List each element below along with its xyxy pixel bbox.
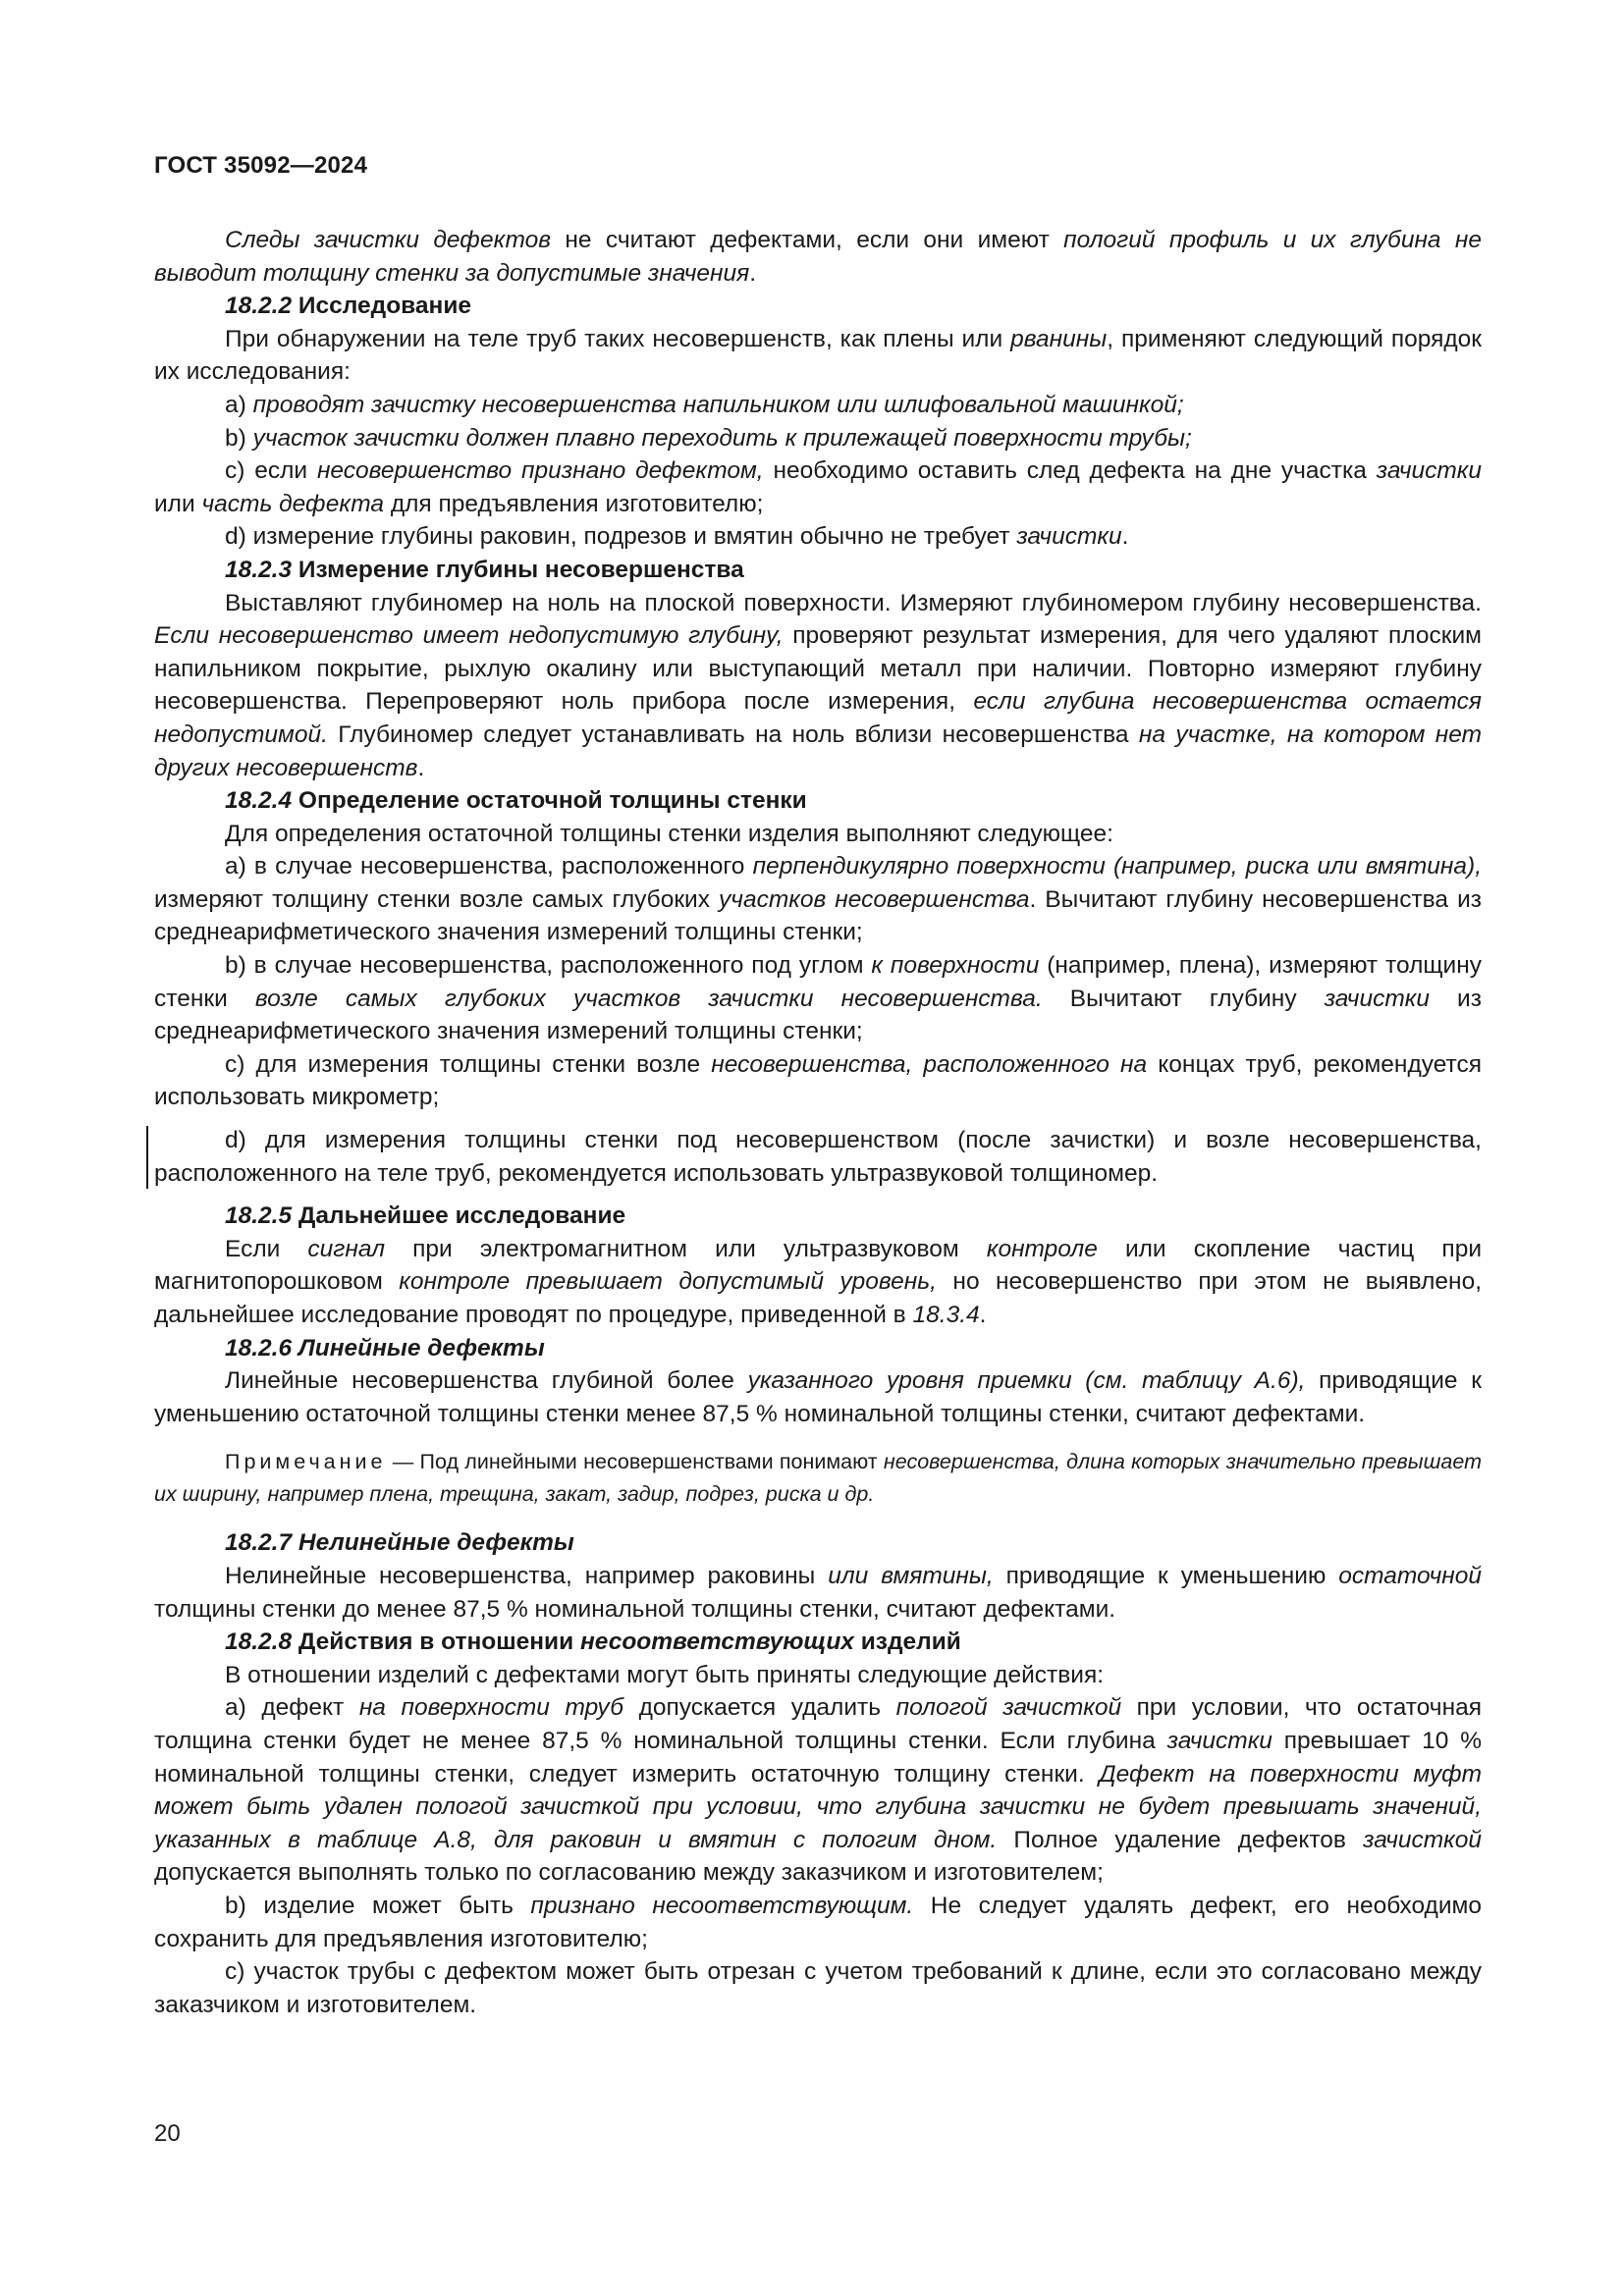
section-heading-18-2-8: 18.2.8 Действия в отношении несоответствующих изделий	[225, 1629, 961, 1656]
list-item: b) участок зачистки должен плавно переходить к прилежащей поверхности трубы;	[225, 424, 1192, 452]
changed-paragraph	[154, 1124, 1482, 1190]
note: Примечание — Под линейными несовершенствами понимают несовершенства, длина которых значительно превышает их ширину, например плена, трещина, закат, задир, подрез, риска и др.	[154, 1450, 1483, 1507]
section-heading-18-2-6: 18.2.6 Линейные дефекты	[225, 1334, 545, 1362]
section-heading-18-2-2: 18.2.2 Исследование	[225, 293, 472, 320]
section-heading-18-2-7: 18.2.7 Нелинейные дефекты	[225, 1529, 574, 1557]
list-item: c) для измерения толщины стенки возле несовершенства, расположенного на концах труб, рекомендуется использовать микрометр;	[154, 1050, 1482, 1111]
list-item: c) участок трубы с дефектом может быть отрезан с учетом требований к длине, если это согласовано между заказчиком и изготовителем.	[154, 1958, 1482, 2018]
list-item: b) изделие может быть признано несоответствующим. Не следует удалять дефект, его необходимо сохранить для предъявления изготовителю;	[154, 1892, 1482, 1952]
paragraph: Выставляют глубиномер на ноль на плоской поверхности. Измеряют глубиномером глубину несовершенства. Если несовершенство имеет недопустимую глубину, проверяют результат измерения, для чего удаляют плоским напильником покрытие, рыхлую окалину или выступающий металл при наличии. Повторно измеряют глубину несовершенства. Перепроверяют ноль прибора после измерения, если глубина несовершенства остается недопустимой. Глубиномер следует устанавливать на ноль вблизи несовершенства на участке, на котором нет других несовершенств.	[154, 589, 1482, 781]
list-item: b) в случае несовершенства, расположенного под углом к поверхности (например, плена), измеряют толщину стенки возле самых глубоких участков зачистки несовершенства. Вычитают глубину зачистки из среднеарифметического значения измерений толщины стенки;	[154, 952, 1482, 1045]
paragraph: Если сигнал при электромагнитном или ультразвуковом контроле или скопление частиц при магнитопорошковом контроле превышает допустимый уровень, но несовершенство при этом не выявлено, дальнейшее исследование проводят по процедуре, приведенной в 18.3.4.	[154, 1235, 1483, 1328]
list-item: а) дефект на поверхности труб допускается удалить пологой зачисткой при условии, что остаточная толщина стенки будет не менее 87,5 % номинальной толщины стенки. Если глубина зачистки превышает 10 % номинальной толщины стенки, следует измерить остаточную толщину стенки. Дефект на поверхности муфт может быть удален пологой зачисткой при условии, что глубина зачистки не будет превышать значений, указанных в таблице А.8, для раковин и вмятин с пологим дном. Полное удаление дефектов зачисткой допускается выполнять только по согласованию между заказчиком и изготовителем;	[154, 1694, 1482, 1887]
paragraph: Нелинейные несовершенства, например раковины или вмятины, приводящие к уменьшению остаточной толщины стенки до менее 87,5 % номинальной толщины стенки, считают дефектами.	[154, 1562, 1482, 1623]
section-heading-18-2-4: 18.2.4 Определение остаточной толщины стенки	[225, 787, 807, 815]
section-heading-18-2-3: 18.2.3 Измерение глубины несовершенства	[225, 556, 744, 583]
page-number: 20	[154, 2120, 181, 2147]
change-bar	[146, 1126, 148, 1189]
paragraph: Следы зачистки дефектов не считают дефектами, если они имеют пологий профиль и их глубина не выводит толщину стенки за допустимые значения.	[154, 227, 1482, 287]
paragraph: Линейные несовершенства глубиной более указанного уровня приемки (см. таблицу А.6), приводящие к уменьшению остаточной толщины стенки менее 87,5 % номинальной толщины стенки, считают дефектами.	[154, 1367, 1482, 1427]
list-item: c) если несовершенство признано дефектом, необходимо оставить след дефекта на дне участка зачистки или часть дефекта для предъявления изготовителю;	[154, 457, 1482, 517]
list-item: d) для измерения толщины стенки под несовершенством (после зачистки) и возле несовершенства, расположенного на теле труб, рекомендуется использовать ультразвуковой толщиномер.	[154, 1127, 1482, 1187]
list-item: а) в случае несовершенства, расположенного перпендикулярно поверхности (например, риска или вмятина), измеряют толщину стенки возле самых глубоких участков несовершенства. Вычитают глубину несовершенства из среднеарифметического значения измерений толщины стенки;	[154, 853, 1483, 946]
paragraph: В отношении изделий с дефектами могут быть приняты следующие действия:	[225, 1661, 1105, 1688]
section-heading-18-2-5: 18.2.5 Дальнейшее исследование	[225, 1202, 626, 1230]
document-body	[154, 224, 1482, 2021]
paragraph: При обнаружении на теле труб таких несовершенств, как плены или рванины, применяют следующий порядок их исследования:	[154, 325, 1482, 386]
list-item: d) измерение глубины раковин, подрезов и вмятин обычно не требует зачистки.	[225, 523, 1129, 551]
list-item: а) проводят зачистку несовершенства напильником или шлифовальной машинкой;	[225, 391, 1184, 418]
document-header: ГОСТ 35092—2024	[154, 152, 368, 179]
paragraph: Для определения остаточной толщины стенки изделия выполняют следующее:	[225, 820, 1113, 847]
